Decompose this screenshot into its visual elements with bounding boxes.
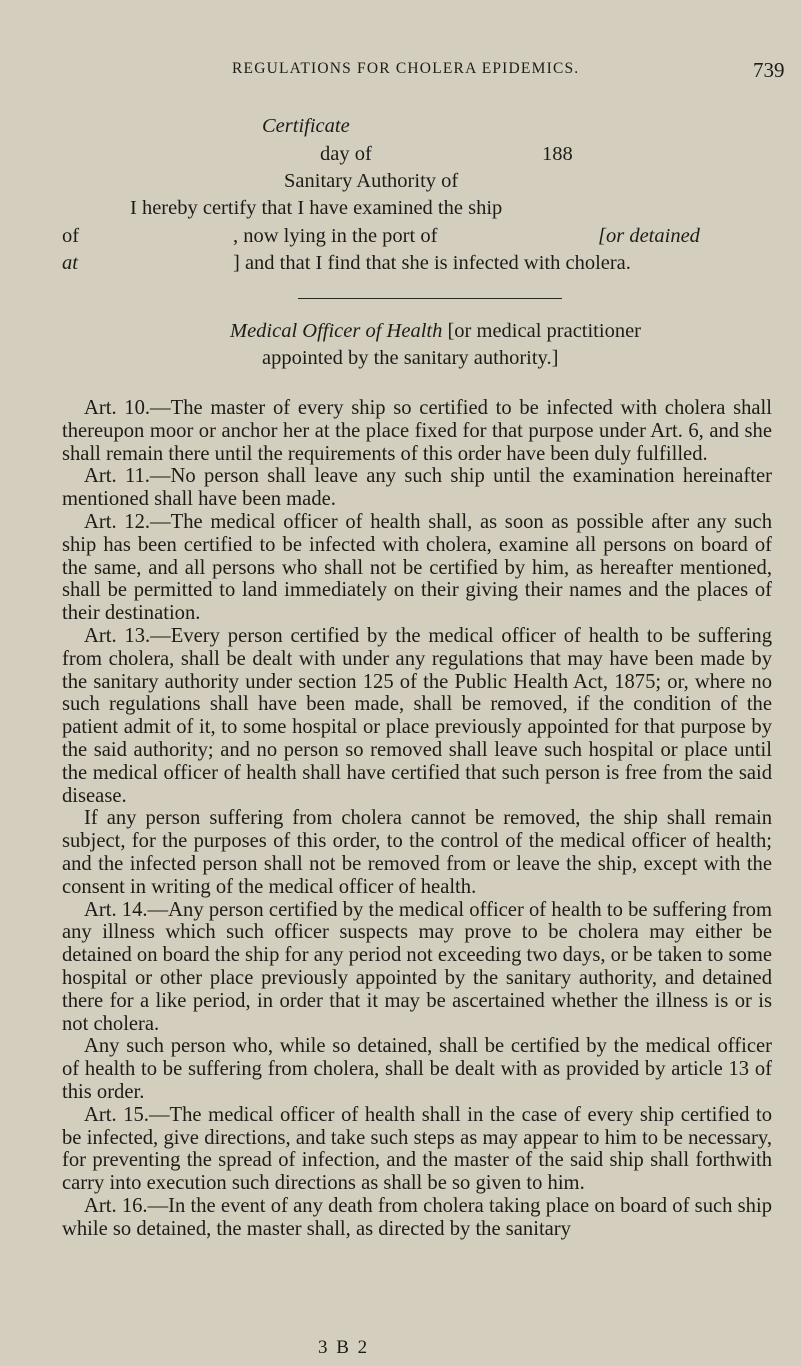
signature-block — [230, 320, 641, 343]
certificate-infected-prefix: at — [62, 252, 78, 274]
article-15: Art. 15.—The medical officer of health shall in the case of every ship certified to be infected, give directions, and take such steps as may appear to him to be necessary, for preventing the spread of infection, and the master of the said ship shall forthwith carry into execution such directions as shall be so given to him. — [62, 1103, 772, 1195]
article-13-continued: If any person suffering from cholera cannot be removed, the ship shall remain subject, for the purposes of this order, to the control of the medical officer of health; and the infected person shall not be removed from or leave the ship, except with the consent in writing of the medical officer of health. — [62, 807, 772, 898]
body-text — [62, 397, 772, 1240]
page-number: 739 — [753, 58, 785, 82]
article-13: Art. 13.—Every person certified by the medical officer of health to be suffering from cholera, shall be dealt with under any regulations that may have been made by the sanitary authority under section 125 of the Public Health Act, 1875; or, where no such regulations shall have been made, shall be removed, if the condition of the patient admit of it, to some hospital or place previously appointed for that purpose by the said authority; and no person so removed shall leave such hospital or place until the medical officer of health shall have certified that such person is free from the said disease. — [62, 624, 772, 807]
article-11: Art. 11.—No person shall leave any such ship until the examination hereinafter mentioned shall have been made. — [62, 465, 772, 511]
signature-rest-2: appointed by the sanitary authority.] — [262, 347, 559, 369]
certificate-date-year: 188 — [542, 143, 573, 165]
certificate-port-alternative: [or detained — [598, 225, 700, 247]
running-head — [0, 58, 801, 86]
certificate-certify-line: I hereby certify that I have examined the ship — [130, 197, 503, 219]
certificate-port-line: , now lying in the port of — [233, 225, 438, 247]
certificate-sanitary-authority: Sanitary Authority of — [284, 170, 459, 192]
article-12: Art. 12.—The medical officer of health shall, as soon as possible after any such ship has been certified to be infected with cholera, examine all persons on board of the same, and all persons who shall not be certified by him, as hereafter mentioned, shall be permitted to land immediately on their giving their names and the places of their destination. — [62, 510, 772, 625]
article-14-continued: Any such person who, while so detained, shall be certified by the medical officer of health to be suffering from cholera, shall be dealt with as provided by article 13 of this order. — [62, 1035, 772, 1103]
signature-rest-1: [or medical practitioner — [447, 320, 642, 342]
certificate-infected-line: ] and that I find that she is infected with cholera. — [233, 252, 631, 274]
signature-title: Medical Officer of Health — [230, 320, 443, 342]
article-10: Art. 10.—The master of every ship so certified to be infected with cholera shall thereupon moor or anchor her at the place fixed for that purpose under Art. 6, and she shall remain there until the requirements of this order have been duly fulfilled. — [62, 397, 772, 465]
running-title: REGULATIONS FOR CHOLERA EPIDEMICS. — [232, 60, 580, 77]
certificate-date-day: day of — [320, 143, 372, 165]
certificate-port-prefix: of — [62, 225, 80, 247]
article-14: Art. 14.—Any person certified by the medical officer of health to be suffering from any illness which such officer suspects may prove to be cholera may either be detained on board the ship for any period not exceeding two days, or be taken to some hospital or other place previously appointed by the sanitary authority, and detained there for a like period, in order that it may be ascertained whether the illness is or is not cholera. — [62, 898, 772, 1035]
article-16: Art. 16.—In the event of any death from cholera taking place on board of such ship while so detained, the master shall, as directed by the sanitary — [62, 1194, 772, 1240]
certificate-heading: Certificate — [262, 115, 350, 137]
signature-mark: 3 B 2 — [318, 1337, 370, 1358]
signature-rule — [298, 298, 562, 299]
